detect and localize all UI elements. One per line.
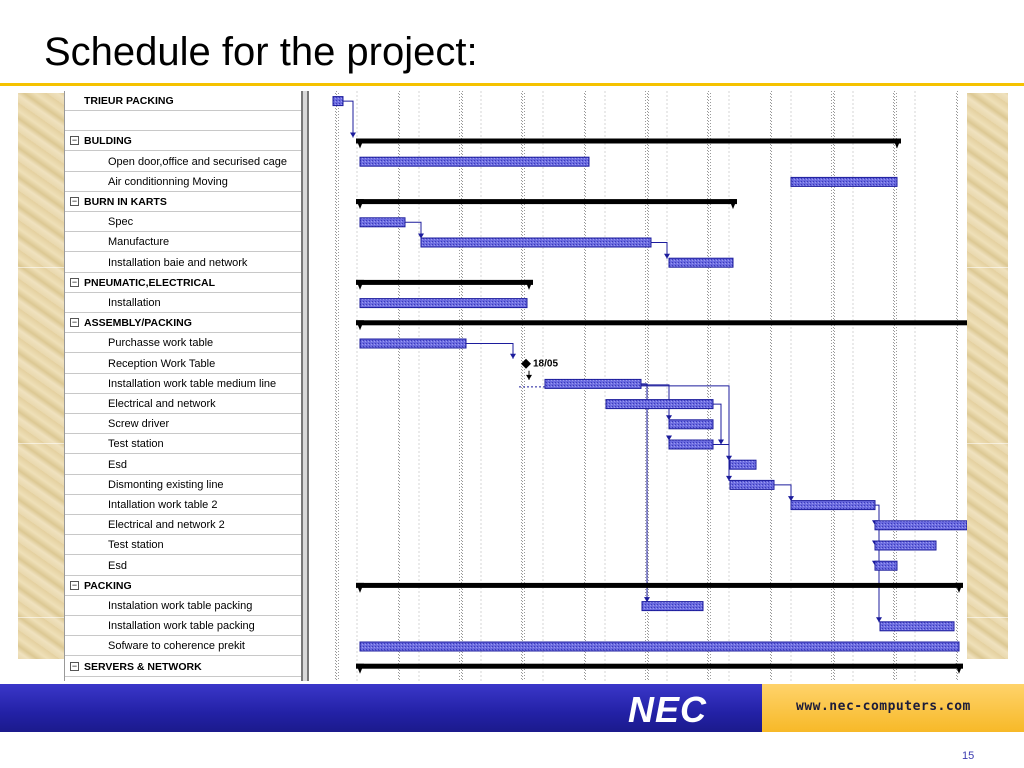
link-arrowhead	[350, 133, 356, 138]
task-name: SERVERS & NETWORK	[84, 660, 202, 673]
task-name: Test station	[108, 539, 164, 552]
task-bar	[360, 339, 466, 348]
collapse-toggle-icon[interactable]: −	[71, 317, 78, 328]
task-bar	[360, 642, 959, 651]
task-name: Reception Work Table	[108, 357, 216, 370]
task-name: Intallation work table 2	[108, 499, 218, 511]
dependency-link	[713, 404, 721, 444]
page-number: 15	[962, 750, 975, 762]
task-name: ASSEMBLY/PACKING	[84, 317, 192, 330]
task-name: Installation baie and network	[108, 256, 248, 269]
task-name: Installation work table packing	[108, 620, 255, 633]
task-row[interactable]	[65, 152, 303, 172]
task-name: Air conditionning Moving	[108, 175, 228, 188]
link-arrowhead	[510, 354, 516, 359]
gantt-screenshot	[64, 91, 967, 681]
task-row[interactable]	[65, 556, 303, 576]
task-row[interactable]	[65, 576, 303, 596]
task-name: PACKING	[84, 579, 132, 592]
task-bar	[669, 420, 713, 429]
task-row[interactable]	[65, 354, 303, 374]
task-bar	[360, 157, 589, 166]
task-name: Esd	[108, 559, 127, 572]
footer-url[interactable]: www.nec-computers.com	[796, 699, 971, 714]
summary-bar	[356, 664, 963, 669]
task-row[interactable]	[65, 535, 303, 555]
collapse-toggle-icon[interactable]: −	[71, 135, 78, 146]
weekend-band	[459, 91, 463, 681]
dependency-link	[466, 344, 513, 359]
summary-bar	[356, 139, 901, 144]
task-row[interactable]	[65, 657, 303, 677]
gantt-svg	[309, 91, 967, 681]
task-bar	[875, 521, 967, 530]
task-name: Open door,office and securised cage	[108, 155, 287, 168]
task-row[interactable]	[65, 495, 303, 515]
task-bar	[730, 460, 756, 469]
task-bar	[545, 379, 641, 388]
task-name: Electrical and network 2	[108, 519, 225, 532]
task-name: Screw driver	[108, 418, 170, 431]
task-name: BULDING	[84, 135, 132, 148]
task-bar	[421, 238, 651, 247]
task-bar	[642, 602, 703, 611]
task-bar	[880, 622, 954, 631]
milestone-link-arrowhead	[526, 375, 532, 380]
task-name: Electrical and network	[108, 398, 216, 410]
collapse-toggle-icon[interactable]: −	[71, 196, 78, 206]
task-name: PNEUMATIC,ELECTRICAL	[84, 276, 216, 289]
task-row[interactable]	[65, 394, 303, 414]
task-name: Esd	[108, 458, 127, 471]
task-bar	[360, 218, 405, 227]
task-name: Installation work table medium line	[108, 377, 277, 390]
task-row[interactable]	[65, 172, 303, 192]
task-bar	[791, 501, 875, 510]
page-title: Schedule for the project:	[44, 30, 478, 74]
summary-bar	[356, 320, 967, 325]
dependency-link	[774, 485, 791, 501]
task-bar	[606, 400, 713, 409]
weekend-band	[955, 91, 959, 681]
summary-bar	[356, 280, 533, 285]
task-row[interactable]	[65, 293, 303, 313]
task-row[interactable]	[65, 434, 303, 454]
collapse-toggle-icon[interactable]: −	[71, 276, 78, 287]
task-bar	[875, 561, 897, 570]
task-row[interactable]	[65, 253, 303, 273]
task-bar	[791, 177, 897, 186]
nec-logo: NEC	[628, 689, 708, 730]
parchment-left	[18, 93, 66, 659]
task-row[interactable]	[65, 414, 303, 434]
task-row[interactable]	[65, 192, 303, 212]
weekend-band	[769, 91, 773, 681]
task-bar	[360, 299, 527, 308]
task-row[interactable]	[65, 374, 303, 394]
task-name: Purchasse work table	[108, 337, 214, 350]
summary-bar	[356, 199, 737, 204]
task-row[interactable]	[65, 232, 303, 252]
task-row[interactable]	[65, 273, 303, 293]
dependency-link	[343, 101, 353, 137]
title-underline	[0, 83, 1024, 86]
task-bar	[730, 480, 774, 489]
task-row[interactable]	[65, 91, 303, 111]
task-bar	[875, 541, 936, 550]
milestone-label: 18/05	[533, 358, 559, 370]
weekend-band	[397, 91, 401, 681]
summary-bar	[356, 583, 963, 588]
task-name: TRIEUR PACKING	[84, 95, 174, 107]
task-name: Spec	[108, 216, 134, 229]
task-name: Dismonting existing line	[108, 478, 224, 491]
task-row[interactable]	[65, 515, 303, 535]
task-name: Sofware to coherence prekit	[108, 640, 245, 653]
weekend-band	[521, 91, 525, 681]
parchment-right	[964, 93, 1008, 659]
weekend-band	[335, 91, 339, 681]
task-name: Installation	[108, 297, 161, 309]
task-bar	[333, 97, 343, 106]
task-row[interactable]	[65, 313, 303, 333]
task-name: BURN IN KARTS	[84, 196, 167, 208]
summary-bar-end-cap	[729, 199, 737, 209]
task-row[interactable]	[65, 131, 303, 151]
dependency-link	[713, 445, 729, 481]
pane-divider[interactable]	[301, 91, 309, 681]
collapse-toggle-icon[interactable]: −	[71, 579, 78, 590]
task-name: Test station	[108, 438, 164, 451]
dependency-link	[651, 243, 667, 259]
task-row[interactable]	[65, 636, 303, 656]
task-row[interactable]	[65, 596, 303, 616]
task-row[interactable]	[65, 616, 303, 636]
task-row[interactable]	[65, 455, 303, 475]
task-row[interactable]	[65, 475, 303, 495]
link-arrowhead	[718, 440, 724, 445]
task-row[interactable]	[65, 212, 303, 232]
task-bar	[669, 258, 733, 267]
task-name: Instalation work table packing	[108, 600, 253, 612]
task-bar	[669, 440, 713, 449]
gantt-chart	[309, 91, 967, 681]
task-row[interactable]	[65, 111, 303, 131]
task-row[interactable]	[65, 333, 303, 353]
task-table	[65, 91, 303, 681]
collapse-toggle-icon[interactable]: −	[71, 660, 78, 671]
task-name: Manufacture	[108, 236, 170, 249]
